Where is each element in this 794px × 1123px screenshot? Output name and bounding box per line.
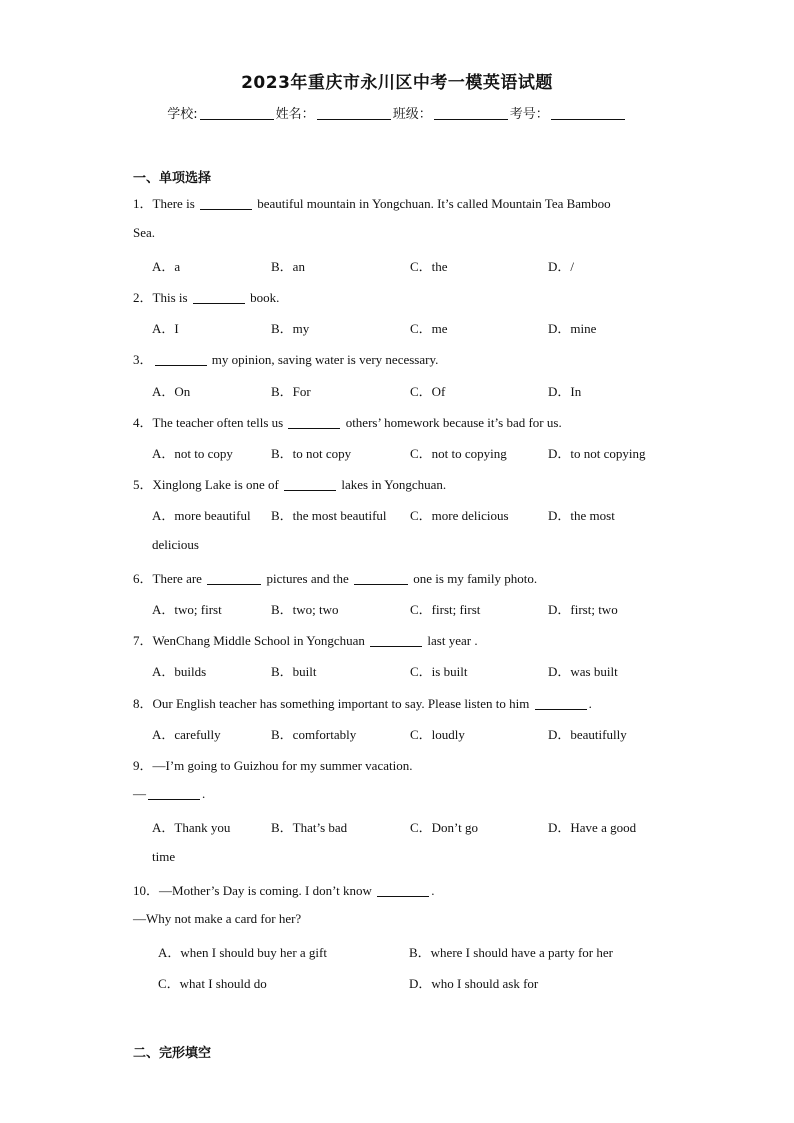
option-a[interactable]: A．On [152, 384, 191, 399]
option-d[interactable]: D．mine [548, 321, 597, 336]
question-text: last year . [427, 633, 478, 648]
option-d[interactable]: D．to not copying [548, 446, 646, 461]
option-b[interactable]: B．the most beautiful [271, 508, 387, 523]
question-text: WenChang Middle School in Yongchuan [152, 633, 365, 648]
question-1-continued: Sea. [133, 225, 156, 240]
option-b[interactable]: B．built [271, 664, 317, 679]
answer-blank[interactable] [354, 584, 408, 585]
student-info-line [0, 103, 794, 122]
option-c[interactable]: C．what I should do [158, 976, 267, 991]
answer-blank[interactable] [535, 709, 587, 710]
name-blank[interactable] [317, 119, 391, 120]
question-number: 8． [133, 696, 153, 711]
reply-end: . [202, 786, 206, 801]
option-a[interactable]: A．Thank you [152, 820, 231, 835]
exam-title: 2023年重庆市永川区中考一模英语试题 [241, 73, 553, 93]
option-a[interactable]: A．carefully [152, 727, 221, 742]
question-number: 3． [133, 352, 153, 367]
number-label: 考号： [509, 107, 549, 122]
option-d[interactable]: D．the most [548, 508, 615, 523]
answer-blank[interactable] [148, 799, 200, 800]
class-label: 班级： [392, 107, 432, 122]
option-d[interactable]: D．Have a good [548, 820, 637, 835]
option-c[interactable]: C．the [410, 259, 448, 274]
answer-blank[interactable] [193, 303, 245, 304]
school-blank[interactable] [200, 119, 274, 120]
question-number: 2． [133, 290, 153, 305]
option-d[interactable]: D．who I should ask for [409, 976, 539, 991]
answer-blank[interactable] [370, 646, 422, 647]
option-a[interactable]: A．two; first [152, 602, 222, 617]
option-c[interactable]: C．more delicious [410, 508, 509, 523]
option-b[interactable]: B．my [271, 321, 310, 336]
section-heading-single-choice: 一、单项选择 [133, 171, 212, 186]
option-c[interactable]: C．not to copying [410, 446, 507, 461]
school-label: 学校: [167, 107, 198, 122]
class-blank[interactable] [434, 119, 508, 120]
question-text: my opinion, saving water is very necessary. [211, 352, 439, 367]
question-text: beautiful mountain in Yongchuan. It’s called Mountain Tea Bamboo [257, 196, 611, 211]
option-d[interactable]: D．first; two [548, 602, 618, 617]
option-a[interactable]: A．builds [152, 664, 207, 679]
option-c[interactable]: C．Of [410, 384, 446, 399]
question-number: 5． [133, 477, 153, 492]
name-label: 姓名： [275, 107, 315, 122]
question-text: There is [152, 196, 195, 211]
question-number: 10． [133, 883, 160, 898]
question-4 [133, 412, 562, 431]
number-blank[interactable] [551, 119, 625, 120]
question-2 [133, 287, 279, 306]
question-6 [133, 568, 537, 587]
option-b[interactable]: B．That’s bad [271, 820, 348, 835]
option-a[interactable]: A．a [152, 259, 181, 274]
question-8 [133, 693, 592, 712]
question-5 [133, 474, 446, 493]
option-c[interactable]: C．Don’t go [410, 820, 479, 835]
option-a[interactable]: A．when I should buy her a gift [158, 945, 327, 960]
option-d-continued: delicious [152, 537, 199, 552]
question-text: book. [250, 290, 280, 305]
question-7 [133, 630, 478, 649]
answer-blank[interactable] [200, 209, 252, 210]
option-b[interactable]: B．For [271, 384, 311, 399]
option-c[interactable]: C．loudly [410, 727, 465, 742]
option-c[interactable]: C．me [410, 321, 448, 336]
question-text: There are [152, 571, 202, 586]
question-10-reply: —Why not make a card for her? [133, 911, 302, 926]
section-heading-cloze: 二、完形填空 [133, 1046, 212, 1061]
question-text: —Mother’s Day is coming. I don’t know [159, 883, 372, 898]
question-text: pictures and the [266, 571, 349, 586]
option-b[interactable]: B．comfortably [271, 727, 357, 742]
option-d[interactable]: D．In [548, 384, 582, 399]
option-c[interactable]: C．first; first [410, 602, 481, 617]
question-text: . [431, 883, 435, 898]
option-a[interactable]: A．more beautiful [152, 508, 251, 523]
question-number: 4． [133, 415, 153, 430]
option-d-continued: time [152, 849, 176, 864]
option-c[interactable]: C．is built [410, 664, 468, 679]
question-text: —I’m going to Guizhou for my summer vacation. [152, 758, 413, 773]
answer-blank[interactable] [284, 490, 336, 491]
option-a[interactable]: A．I [152, 321, 179, 336]
question-number: 1． [133, 196, 153, 211]
question-9-reply [133, 786, 205, 802]
question-number: 6． [133, 571, 153, 586]
answer-blank[interactable] [155, 365, 207, 366]
question-1 [133, 193, 611, 212]
question-text: The teacher often tells us [152, 415, 284, 430]
option-a[interactable]: A．not to copy [152, 446, 233, 461]
question-number: 7． [133, 633, 153, 648]
answer-blank[interactable] [288, 428, 340, 429]
question-10 [133, 880, 434, 899]
question-number: 9． [133, 758, 153, 773]
answer-blank[interactable] [207, 584, 261, 585]
option-b[interactable]: B．two; two [271, 602, 339, 617]
question-text: Xinglong Lake is one of [152, 477, 279, 492]
option-b[interactable]: B．an [271, 259, 305, 274]
option-d[interactable]: D．beautifully [548, 727, 627, 742]
question-text: one is my family photo. [413, 571, 538, 586]
option-b[interactable]: B．where I should have a party for her [409, 945, 613, 960]
question-text: lakes in Yongchuan. [341, 477, 447, 492]
answer-blank[interactable] [377, 896, 429, 897]
option-d[interactable]: D．/ [548, 259, 575, 274]
question-text: This is [152, 290, 188, 305]
question-text: . [588, 696, 592, 711]
question-9 [133, 755, 412, 774]
option-b[interactable]: B．to not copy [271, 446, 352, 461]
question-text: Our English teacher has something important to say. Please listen to him [152, 696, 530, 711]
reply-dash: — [133, 786, 146, 801]
question-text: others’ homework because it’s bad for us. [345, 415, 562, 430]
question-3 [133, 349, 438, 368]
option-d[interactable]: D．was built [548, 664, 618, 679]
